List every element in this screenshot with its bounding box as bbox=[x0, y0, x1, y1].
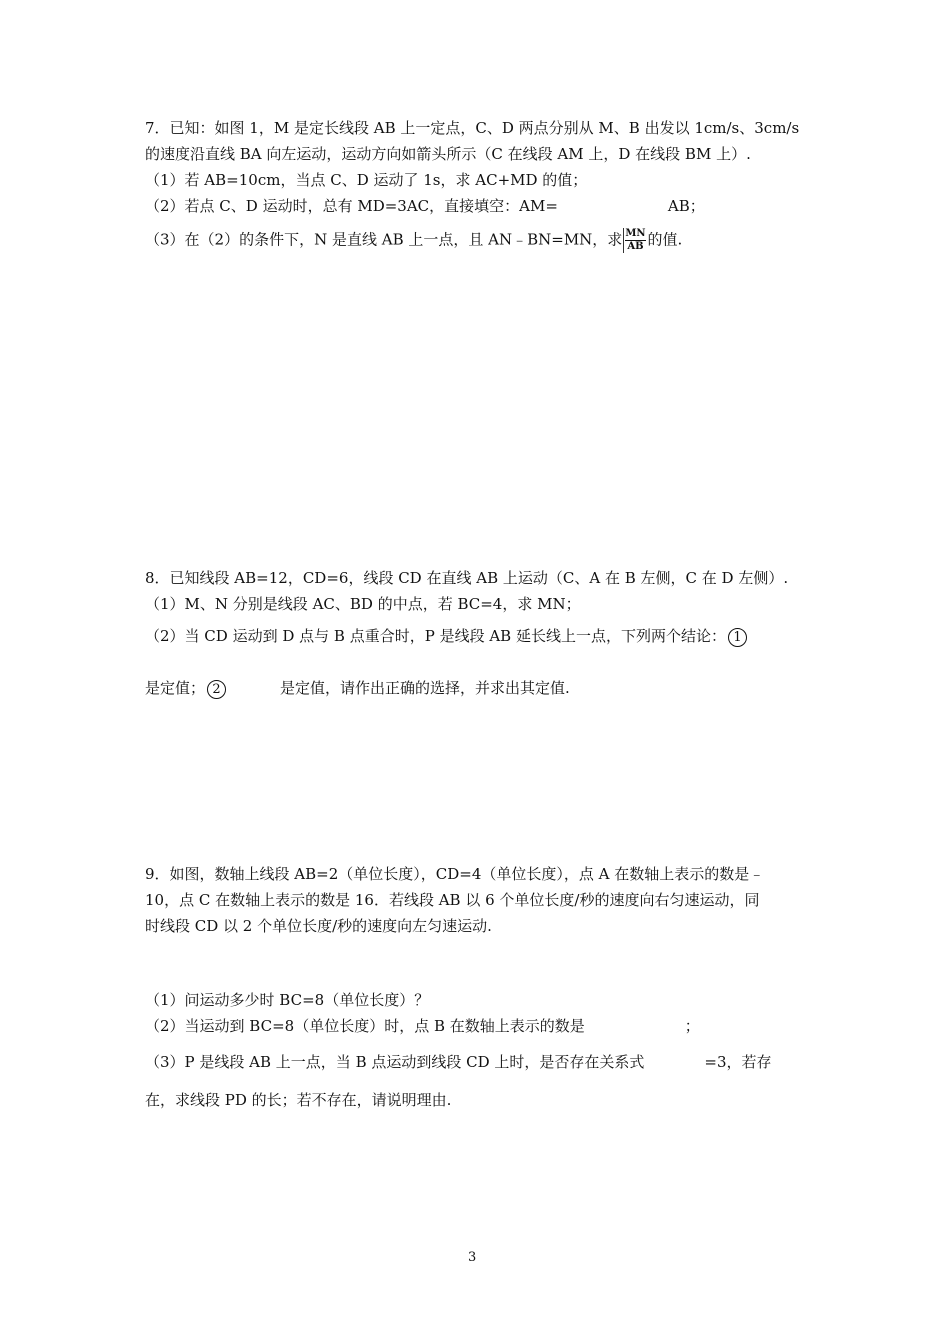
q7-part-2-tail: AB； bbox=[667, 197, 705, 215]
q8-line-1: 8．已知线段 AB=12，CD=6，线段 CD 在直线 AB 上运动（C、A 在 B 左侧，C 在 D 左侧）. bbox=[145, 569, 789, 587]
fraction-mn-over-ab bbox=[623, 228, 646, 253]
q8-conclusion-2: 是定值，请作出正确的选择，并求出其定值. bbox=[280, 679, 570, 697]
q9-part-2 bbox=[145, 1016, 700, 1036]
q7-part-3-tail: 的值. bbox=[647, 230, 683, 249]
q8-conclusion-1: 是定值； bbox=[145, 679, 206, 697]
q7-part-3-text: （3）在（2）的条件下，N 是直线 AB 上一点，且 AN﹣BN=MN，求 bbox=[145, 230, 623, 249]
q9-part-3-cont: 在，求线段 PD 的长；若不存在，请说明理由. bbox=[145, 1091, 452, 1109]
q9-part-3 bbox=[145, 1052, 772, 1072]
q8-part-2 bbox=[145, 626, 747, 647]
q7-part-1: （1）若 AB=10cm，当点 C、D 运动了 1s，求 AC+MD 的值； bbox=[145, 171, 588, 189]
q9-line-3: 时线段 CD 以 2 个单位长度/秒的速度向左匀速运动. bbox=[145, 917, 492, 935]
q9-part-3-tail: =3，若存 bbox=[704, 1053, 772, 1071]
page-number: 3 bbox=[468, 1250, 477, 1265]
q7-line-2: 的速度沿直线 BA 向左运动，运动方向如箭头所示（C 在线段 AM 上，D 在线段 BM 上）. bbox=[145, 145, 751, 163]
q7-line-1: 7．已知：如图 1，M 是定长线段 AB 上一定点，C、D 两点分别从 M、B 出发以 1cm/s、3cm/s bbox=[145, 119, 800, 137]
q9-line-2: 10，点 C 在数轴上表示的数是 16．若线段 AB 以 6 个单位长度/秒的速度向右匀速运动，同 bbox=[145, 891, 760, 909]
q9-part-2-text: （2）当运动到 BC=8（单位长度）时，点 B 在数轴上表示的数是 bbox=[145, 1017, 585, 1035]
q9-line-1: 9．如图，数轴上线段 AB=2（单位长度），CD=4（单位长度），点 A 在数轴上表示的数是﹣ bbox=[145, 865, 765, 883]
q8-part-2-text: （2）当 CD 运动到 D 点与 B 点重合时，P 是线段 AB 延长线上一点，下列两个结论： bbox=[145, 627, 726, 645]
q7-part-2 bbox=[145, 196, 705, 216]
q9-part-2-tail: ； bbox=[684, 1017, 700, 1035]
q7-part-2-text: （2）若点 C、D 运动时，总有 MD=3AC，直接填空：AM= bbox=[145, 197, 558, 215]
circled-number-2: 2 bbox=[207, 680, 226, 699]
q8-part-2-cont bbox=[145, 678, 570, 699]
fraction-denominator: AB bbox=[627, 241, 644, 252]
q7-part-3 bbox=[145, 228, 682, 253]
q9-part-3-text: （3）P 是线段 AB 上一点，当 B 点运动到线段 CD 上时，是否存在关系式 bbox=[145, 1053, 645, 1071]
q9-part-1: （1）问运动多少时 BC=8（单位长度）？ bbox=[145, 991, 430, 1009]
q8-part-1: （1）M、N 分别是线段 AC、BD 的中点，若 BC=4，求 MN； bbox=[145, 595, 581, 613]
circled-number-1: 1 bbox=[728, 628, 747, 647]
fraction-numerator: MN bbox=[625, 228, 646, 239]
